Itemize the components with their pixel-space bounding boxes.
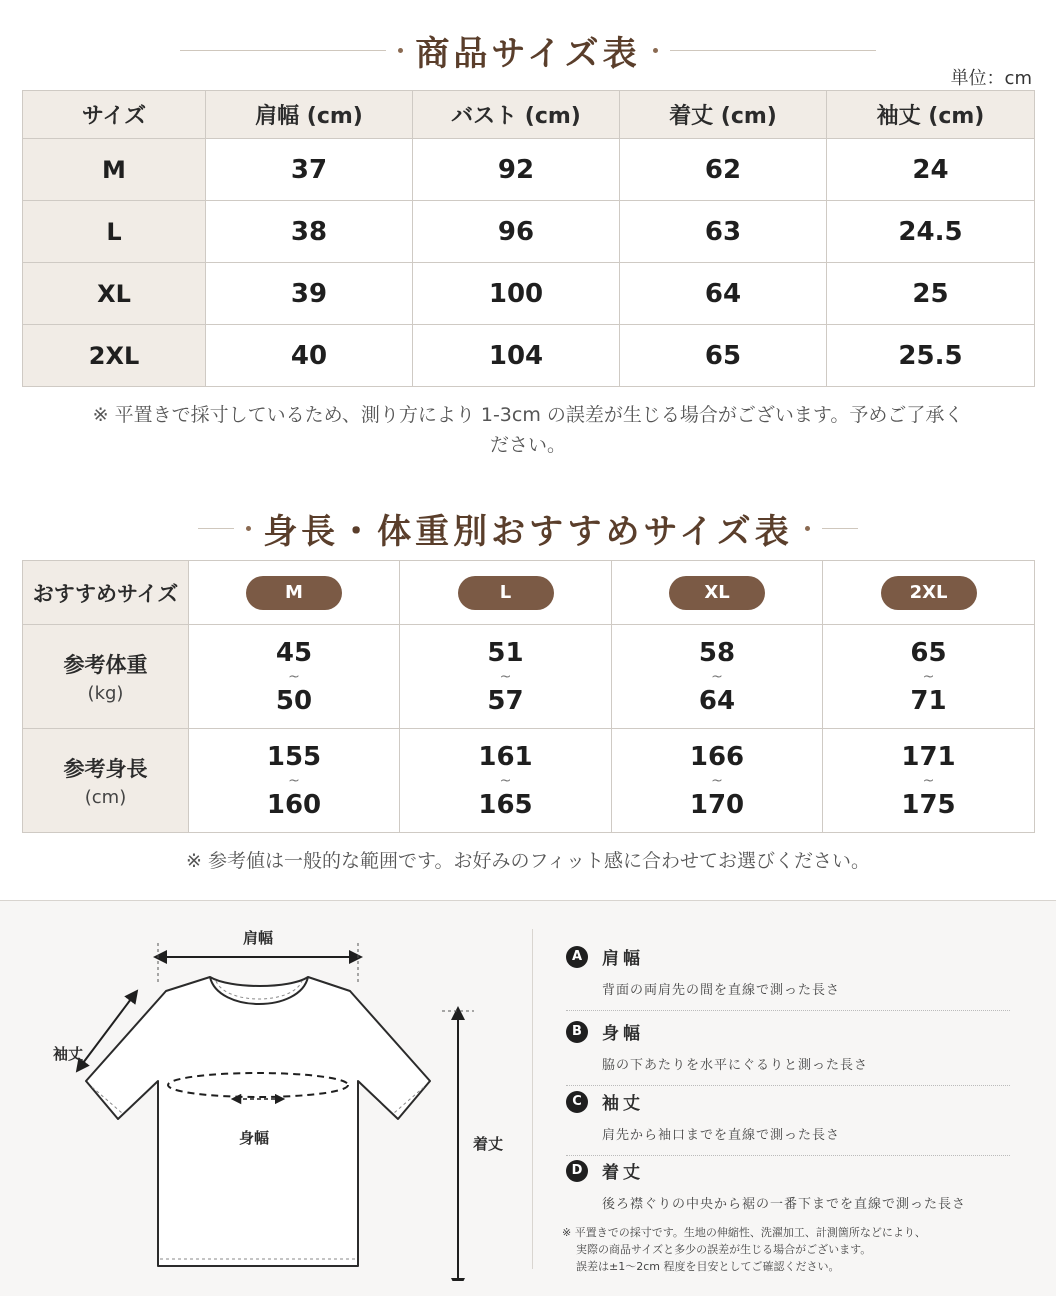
range-tilde: ~ [499, 668, 512, 685]
weight-range [823, 637, 1034, 717]
unit-note: 単位：cm [950, 68, 1032, 89]
range-max: 165 [478, 789, 533, 820]
title-rule-right [822, 528, 858, 529]
header-size: サイズ [23, 91, 206, 139]
shoulder-value: 37 [206, 139, 413, 201]
bust-value: 100 [413, 263, 620, 325]
height-range [612, 741, 822, 821]
legend-item-chest [566, 1019, 1010, 1086]
table-row [23, 201, 1035, 263]
height-row [23, 729, 1035, 833]
shoulder-value: 39 [206, 263, 413, 325]
height-label: 参考身長 [63, 757, 148, 781]
sleeve-value: 25.5 [827, 325, 1035, 387]
height-range [400, 741, 611, 821]
bust-value: 92 [413, 139, 620, 201]
weight-range [612, 637, 822, 717]
size-chart-title-bar [0, 26, 1056, 75]
legend-separator [566, 1085, 1010, 1086]
size-pill-m: M [246, 576, 342, 610]
length-diagram-label: 着丈 [472, 1135, 504, 1153]
badge-c: C [566, 1091, 588, 1113]
bust-value: 104 [413, 325, 620, 387]
recommend-title: 身長・体重別おすすめサイズ表 [263, 512, 793, 552]
table-row [23, 139, 1035, 201]
length-value: 64 [620, 263, 827, 325]
legend-desc: 後ろ襟ぐりの中央から裾の一番下までを直線で測った長さ [602, 1197, 967, 1212]
table-row [23, 263, 1035, 325]
legend-desc: 脇の下あたりを水平にぐるりと測った長さ [602, 1058, 869, 1073]
legend-desc: 背面の両肩先の間を直線で測った長さ [602, 983, 841, 998]
shoulder-diagram-label: 肩幅 [242, 929, 274, 947]
height-unit: (cm) [84, 787, 127, 808]
legend-title: 着丈 [602, 1163, 644, 1183]
height-range [189, 741, 399, 821]
range-min: 166 [689, 741, 745, 772]
size-label: XL [23, 263, 206, 325]
title-dot-left [246, 526, 251, 531]
title-rule-left [180, 50, 386, 51]
legend-item-shoulder [566, 944, 1010, 1011]
footnote-line3: 誤差は±1〜2cm 程度を目安としてご確認ください。 [576, 1260, 840, 1273]
badge-a: A [566, 946, 588, 968]
header-shoulder: 肩幅 (cm) [206, 91, 413, 139]
range-min: 51 [487, 637, 524, 668]
size-note-line2: ださい。 [489, 434, 566, 456]
tshirt-outline [86, 977, 430, 1266]
title-dot-right [653, 48, 658, 53]
title-rule-right [670, 50, 876, 51]
size-label: M [23, 139, 206, 201]
size-label: 2XL [23, 325, 206, 387]
badge-b: B [566, 1021, 588, 1043]
range-min: 155 [266, 741, 322, 772]
recommend-size-label: おすすめサイズ [23, 561, 189, 625]
sleeve-diagram-label: 袖丈 [52, 1045, 84, 1063]
height-label-cell [23, 729, 189, 833]
footnote-line2: 実際の商品サイズと多少の誤差が生じる場合がございます。 [576, 1243, 872, 1256]
recommend-header-row [23, 561, 1035, 625]
range-tilde: ~ [711, 772, 723, 789]
range-min: 171 [901, 741, 956, 772]
size-note-line1: ※ 平置きで採寸しているため、測り方により 1-3cm の誤差が生じる場合がございます。予めご了承く [92, 404, 964, 426]
footnote-line1: ※ 平置きでの採寸です。生地の伸縮性、洗濯加工、計測箇所などにより、 [562, 1226, 926, 1239]
title-dot-left [398, 48, 403, 53]
weight-label: 参考体重 [63, 653, 148, 677]
legend-item-length [566, 1158, 1010, 1212]
length-value: 65 [620, 325, 827, 387]
range-max: 175 [901, 789, 956, 820]
range-max: 71 [910, 685, 947, 716]
size-table-header [23, 91, 1035, 139]
recommend-note: ※ 参考値は一般的な範囲です。お好みのフィット感に合わせてお選びください。 [186, 850, 870, 872]
size-pill-2xl: 2XL [881, 576, 977, 610]
weight-label-cell [23, 625, 189, 729]
range-tilde: ~ [922, 772, 935, 789]
legend-title: 身幅 [602, 1024, 644, 1044]
shoulder-value: 40 [206, 325, 413, 387]
size-note [40, 400, 1016, 460]
range-max: 50 [275, 685, 313, 716]
size-chart-title: 商品サイズ表 [415, 34, 641, 74]
legend-separator [566, 1010, 1010, 1011]
legend-title: 肩幅 [602, 949, 644, 969]
recommend-table [22, 560, 1035, 833]
size-pill-l: L [458, 576, 554, 610]
length-value: 62 [620, 139, 827, 201]
range-tilde: ~ [288, 668, 300, 685]
header-length: 着丈 (cm) [620, 91, 827, 139]
range-tilde: ~ [922, 668, 935, 685]
shoulder-value: 38 [206, 201, 413, 263]
range-max: 64 [698, 685, 736, 716]
tshirt-diagram [40, 921, 520, 1281]
header-bust: バスト (cm) [413, 91, 620, 139]
sleeve-value: 24.5 [827, 201, 1035, 263]
legend-separator [566, 1155, 1010, 1156]
range-tilde: ~ [711, 668, 723, 685]
chest-diagram-label: 身幅 [238, 1129, 270, 1147]
range-tilde: ~ [499, 772, 512, 789]
range-min: 45 [275, 637, 313, 668]
height-range [823, 741, 1034, 821]
badge-d: D [566, 1160, 588, 1182]
header-sleeve: 袖丈 (cm) [827, 91, 1035, 139]
recommend-title-bar [0, 504, 1056, 553]
range-min: 58 [698, 637, 736, 668]
title-rule-left [198, 528, 234, 529]
range-max: 57 [487, 685, 524, 716]
range-min: 65 [910, 637, 947, 668]
title-dot-right [805, 526, 810, 531]
weight-range [189, 637, 399, 717]
size-pill-xl: XL [669, 576, 765, 610]
panel-divider [532, 929, 533, 1269]
size-label: L [23, 201, 206, 263]
range-min: 161 [478, 741, 533, 772]
weight-unit: (kg) [87, 683, 124, 704]
size-table [22, 90, 1035, 387]
length-value: 63 [620, 201, 827, 263]
legend-desc: 肩先から袖口までを直線で測った長さ [602, 1128, 841, 1143]
range-max: 170 [689, 789, 745, 820]
table-row [23, 325, 1035, 387]
sleeve-value: 24 [827, 139, 1035, 201]
legend-title: 袖丈 [602, 1094, 644, 1114]
weight-range [400, 637, 611, 717]
sleeve-value: 25 [827, 263, 1035, 325]
legend-item-sleeve [566, 1089, 1010, 1156]
range-tilde: ~ [288, 772, 300, 789]
range-max: 160 [266, 789, 322, 820]
bust-value: 96 [413, 201, 620, 263]
diagram-footnote [562, 1224, 926, 1275]
weight-row [23, 625, 1035, 729]
